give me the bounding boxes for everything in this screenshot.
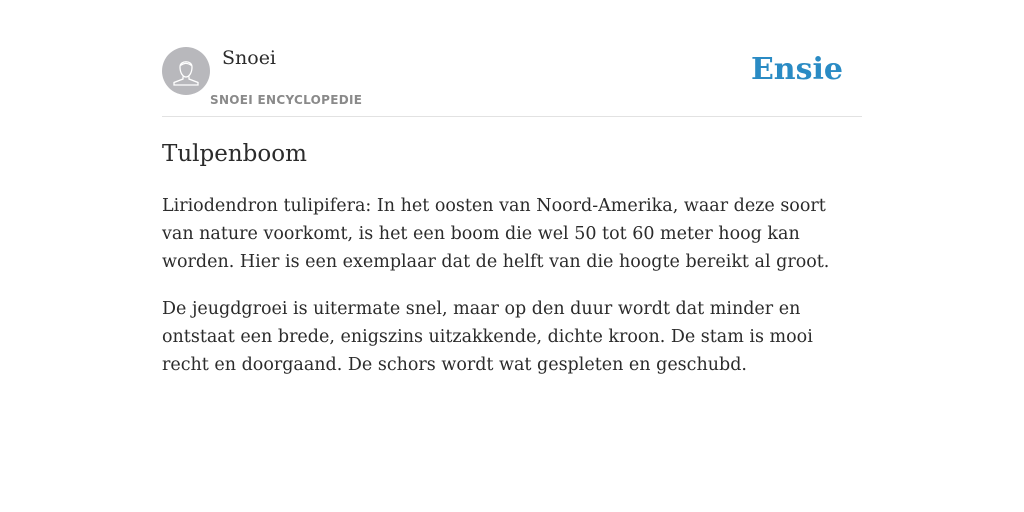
author-name[interactable]: Snoei: [222, 47, 277, 69]
article-header: [162, 46, 862, 117]
author-avatar[interactable]: [162, 47, 210, 95]
article-title: Tulpenboom: [162, 141, 307, 167]
site-logo[interactable]: Ensie: [750, 52, 843, 87]
user-silhouette-icon: [162, 47, 210, 95]
source-subtitle[interactable]: SNOEI ENCYCLOPEDIE: [210, 93, 363, 107]
article-paragraph: Liriodendron tulipifera: In het oosten van Noord-Amerika, waar deze soort van nature voorkomt, is het een boom die wel 50 tot 60 meter hoog kan worden. Hier is een exemplaar dat de helft van die hoogte bereikt al groot.: [162, 196, 830, 272]
article-body: [162, 192, 862, 398]
article-paragraph: De jeugdgroei is uitermate snel, maar op den duur wordt dat minder en ontstaat een brede, enigszins uitzakkende, dichte kroon. De stam is mooi recht en doorgaand. De schors wordt wat gespleten en geschubd.: [162, 299, 813, 375]
